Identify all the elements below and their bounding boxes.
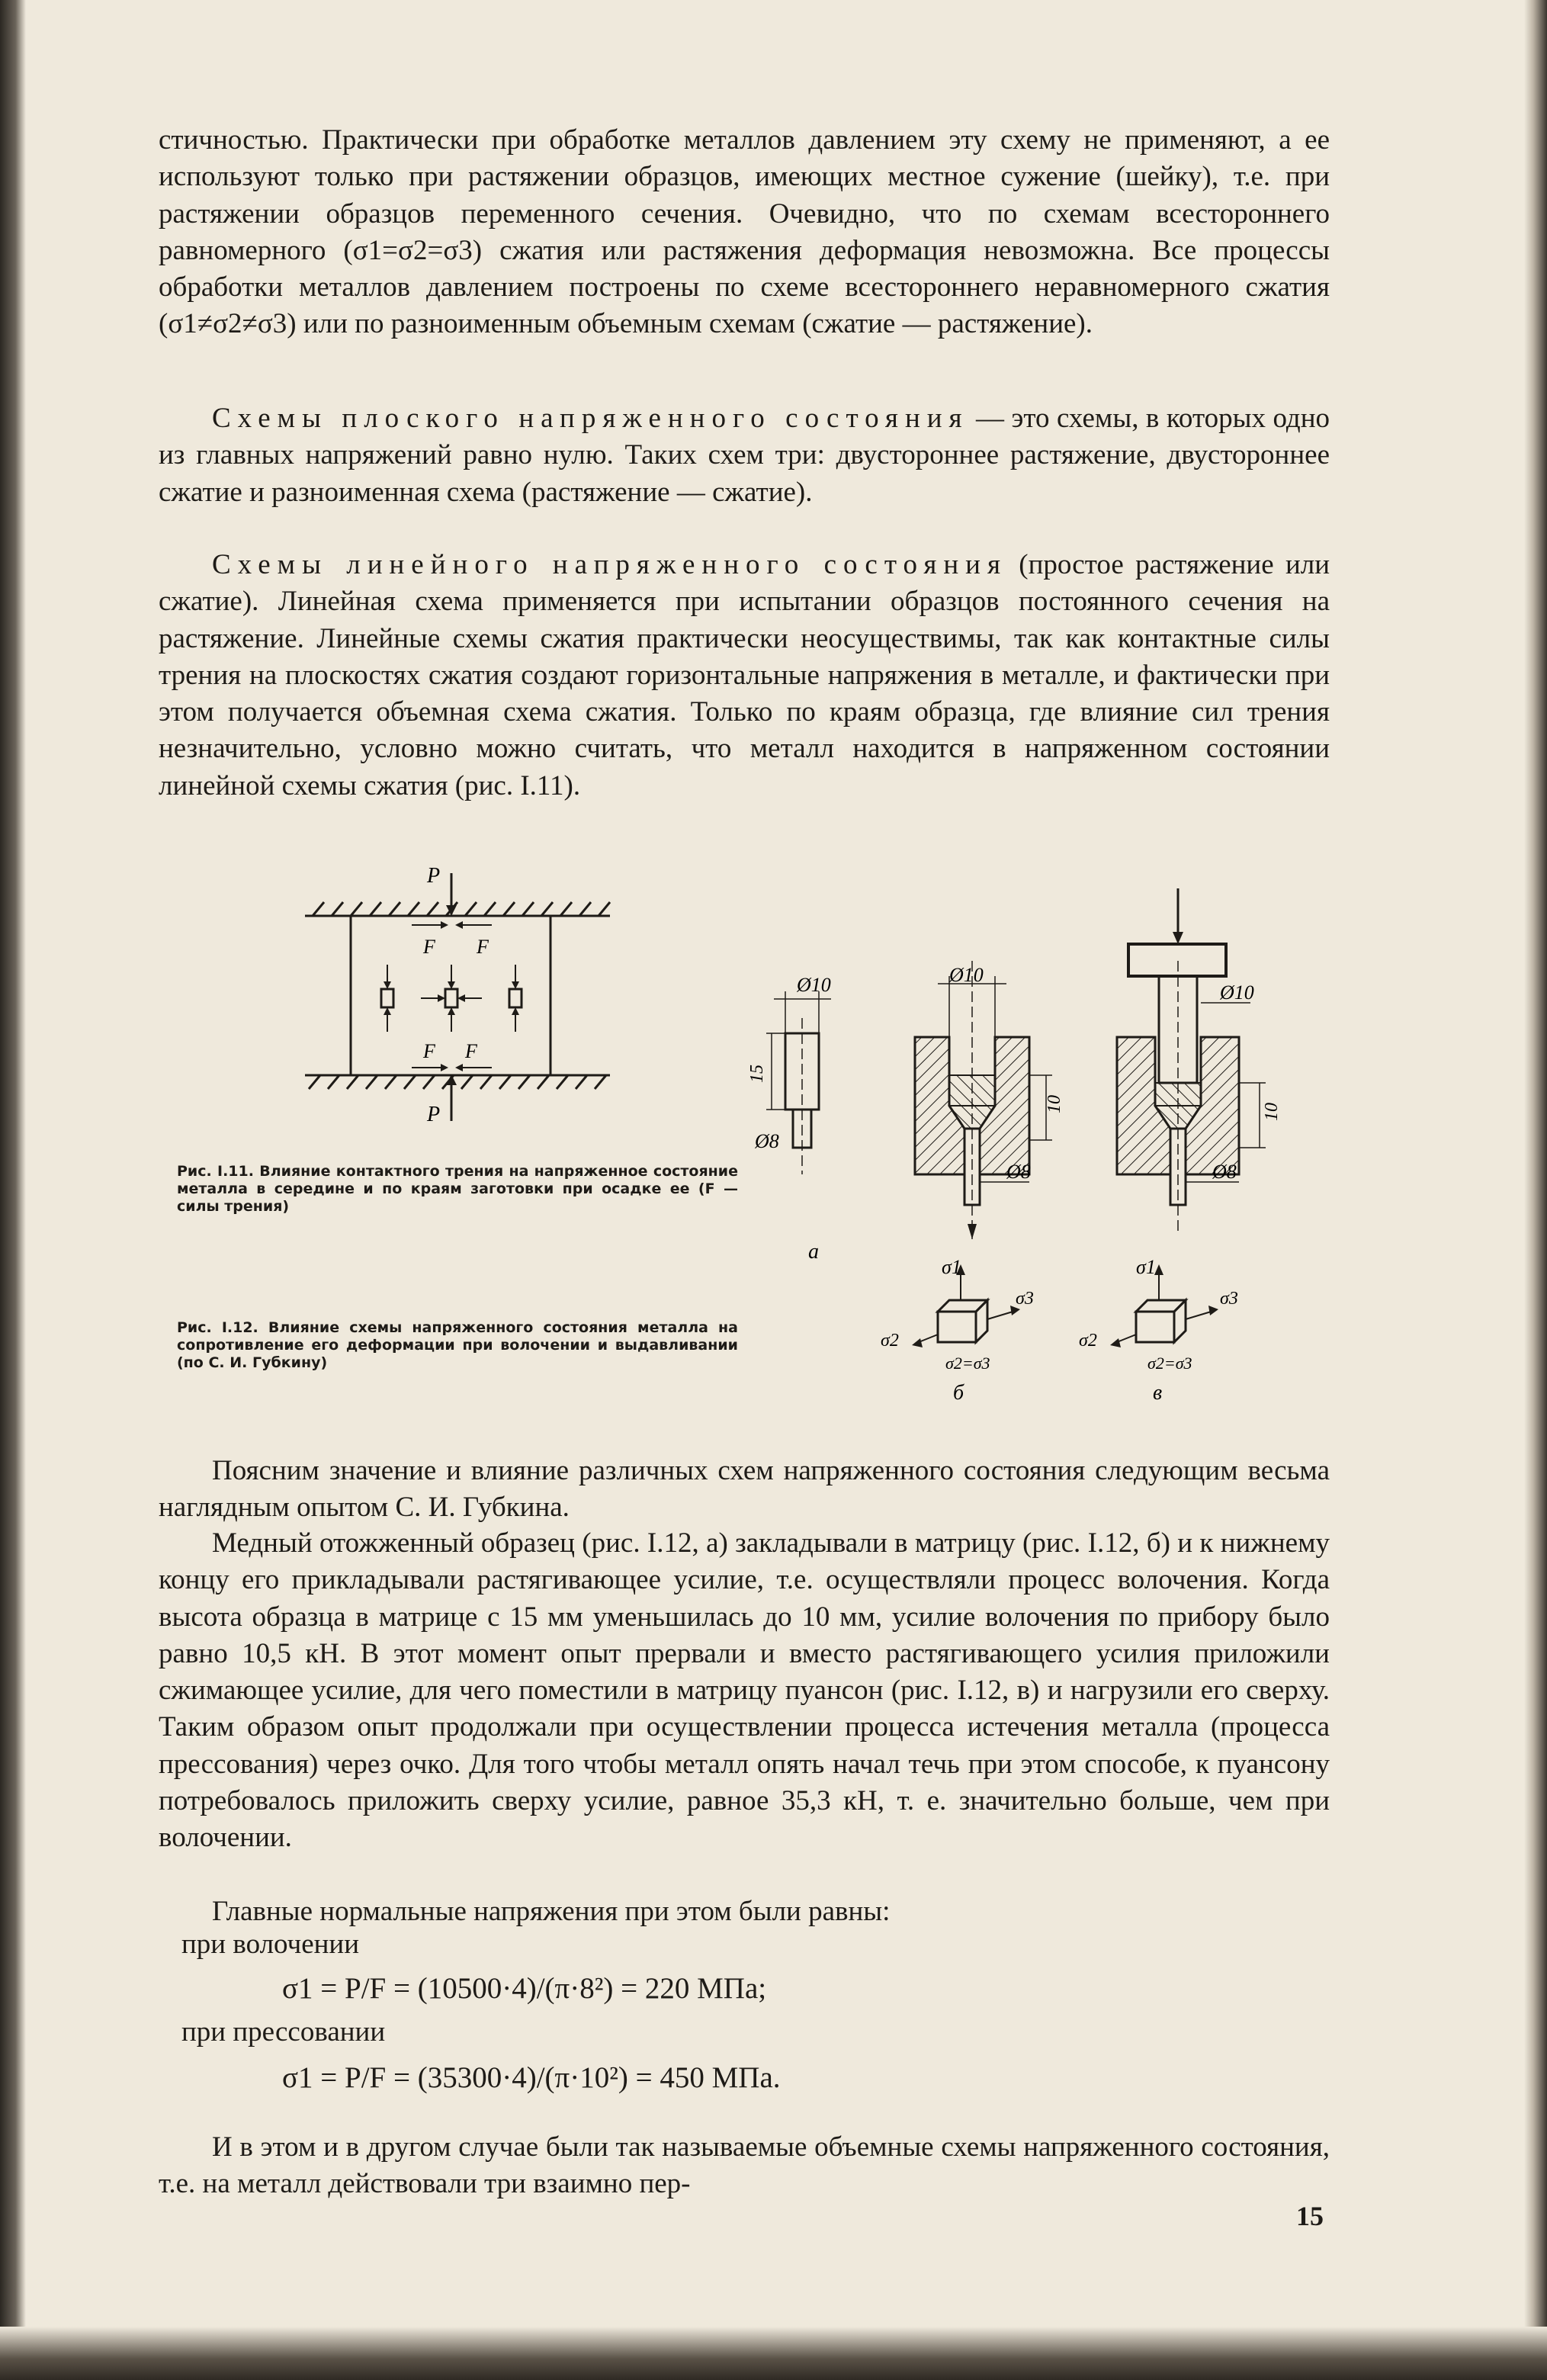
dim-b-10: 10 (1045, 1095, 1064, 1113)
label-b: б (953, 1381, 964, 1405)
linear-stress-heading: Схемы линейного напряженного состояния (212, 549, 1007, 580)
dim-v-10: 10 (1262, 1103, 1282, 1121)
formula-pressing: σ1 = P/F = (35300·4)/(π·10²) = 450 МПа. (282, 2061, 781, 2094)
sigma2-b: σ2 (881, 1331, 899, 1351)
scan-edge-right (1524, 0, 1547, 2380)
label-a: а (808, 1240, 819, 1264)
paragraph-stresses: Главные нормальные напряжения при этом были равны: (212, 1896, 891, 1927)
lower-die (305, 1075, 610, 1089)
dim-a-15: 15 (747, 1065, 767, 1083)
paragraph-experiment: Медный отожженный образец (рис. I.12, а) закладывали в матрицу (рис. I.12, б) и к нижнему концу его прикладывали растягивающее усилие, т.е. осуществляли процесс волочения. Когда высота образца в матрице с 15 мм уменьшилась до 10 мм, усилие волочения по прибору было равно 10,5 кН. В этот момент опыт прервали и вместо растягивающего усилия приложили сжимающее усилие, для чего поместили в матрицу пуансон (рис. I.12, в) и нагрузили его сверху. Таким образом опыт продолжали при осуществлении процесса истечения металла (процесса прессования) через очко. Для того чтобы металл опять начал течь при этом способе, к пуансону потребовалось приложить сверху усилие, равное 35,3 кН, т. е. значительно больше, чем при волочении. (159, 1527, 1330, 1854)
paragraph-volume-schemes: И в этом и в другом случае были так называемые объемные схемы напряженного состояния, т.е. на металл действовали три взаимно пер- (159, 2131, 1330, 2200)
label-F-1: F (423, 936, 435, 958)
label-P-bottom: P (427, 1103, 441, 1126)
figure-1-12-drawing (732, 877, 1327, 1426)
dim-v-d10: Ø10 (1220, 981, 1254, 1004)
dim-a-d8: Ø8 (755, 1130, 779, 1152)
scan-edge-left (0, 0, 26, 2380)
figure-1-12-caption: Рис. I.12. Влияние схемы напряженного состояния металла на сопротивление его деформации при волочении и выдавливании (по С. И. Губкину) (177, 1319, 738, 1371)
plane-stress-heading: Схемы плоского напряженного состояния (212, 403, 969, 434)
label-drawing: при волочении (181, 1929, 360, 1960)
scan-edge-bottom (0, 2327, 1547, 2380)
formula-drawing: σ1 = P/F = (10500·4)/(π·8²) = 220 МПа; (282, 1972, 767, 2005)
paragraph-gubkin-intro: Поясним значение и влияние различных схем напряженного состояния следующим весьма наглядным опытом С. И. Губкина. (159, 1455, 1330, 1524)
sigma3-b: σ3 (1016, 1289, 1034, 1309)
label-v: в (1153, 1381, 1163, 1405)
label-P-top: P (427, 864, 441, 888)
sigma-eq-b: σ2=σ3 (945, 1354, 990, 1373)
sigma1-v: σ1 (1136, 1256, 1156, 1278)
sigma1-b: σ1 (942, 1256, 961, 1278)
page-number: 15 (1296, 2201, 1324, 2231)
label-pressing: при прессовании (181, 2016, 386, 2048)
label-F-3: F (423, 1040, 435, 1062)
dim-b-d8: Ø8 (1006, 1161, 1031, 1183)
linear-stress-text: (простое растяжение или сжатие). Линейная схема применяется при испытании образцов постоянного сечения на растяжение. Линейные схемы сжатия практически неосуществимы, так как контактные силы трения на плоскостях сжатия создают горизонтальные напряжения в металле, и фактически при этом получается объемная схема сжатия. Только по краям образца, где влияние сил трения незначительно, условно можно считать, что металл находится в напряженном состоянии линейной схемы сжатия (рис. I.11). (159, 549, 1330, 801)
paragraph-plane-stress (159, 400, 1330, 511)
plane-stress-text: — это схемы, в которых одно из главных напряжений равно нулю. Таких схем три: двустороннее растяжение, двустороннее сжатие и разноименная схема (растяжение — сжатие). (159, 403, 1330, 508)
die-b (915, 961, 1064, 1239)
sigma3-v: σ3 (1220, 1289, 1238, 1309)
dim-b-d10: Ø10 (949, 964, 984, 986)
label-F-2: F (477, 936, 489, 958)
sigma2-v: σ2 (1079, 1331, 1097, 1351)
upper-die (305, 902, 610, 916)
dim-a-d10: Ø10 (797, 974, 831, 996)
die-v (1117, 888, 1282, 1235)
figure-1-11-caption: Рис. I.11. Влияние контактного трения на напряженное состояние металла в середине и по краям заготовки при осадке ее (F — силы трения) (177, 1163, 738, 1215)
sigma-eq-v: σ2=σ3 (1147, 1354, 1192, 1373)
specimen-a (747, 974, 831, 1264)
paragraph-1: стичностью. Практически при обработке металлов давлением эту схему не применяют, а ее используют только при растяжении образцов, имеющих местное сужение (шейку), т.е. при растяжении образцов переменного сечения. Очевидно, что по схемам всестороннего равномерного (σ1=σ2=σ3) сжатия или растяжения деформация невозможна. Все процессы обработки металлов давлением построены по схеме всестороннего неравномерного сжатия (σ1≠σ2≠σ3) или по разноименным объемным схемам (сжатие — растяжение). (159, 124, 1330, 340)
paragraph-linear-stress (159, 547, 1330, 805)
label-F-4: F (465, 1040, 477, 1062)
dim-v-d8: Ø8 (1212, 1161, 1237, 1183)
stress-cube-v (1079, 1256, 1238, 1405)
figure-1-11-drawing (290, 858, 618, 1140)
stress-cube-b (881, 1256, 1034, 1405)
